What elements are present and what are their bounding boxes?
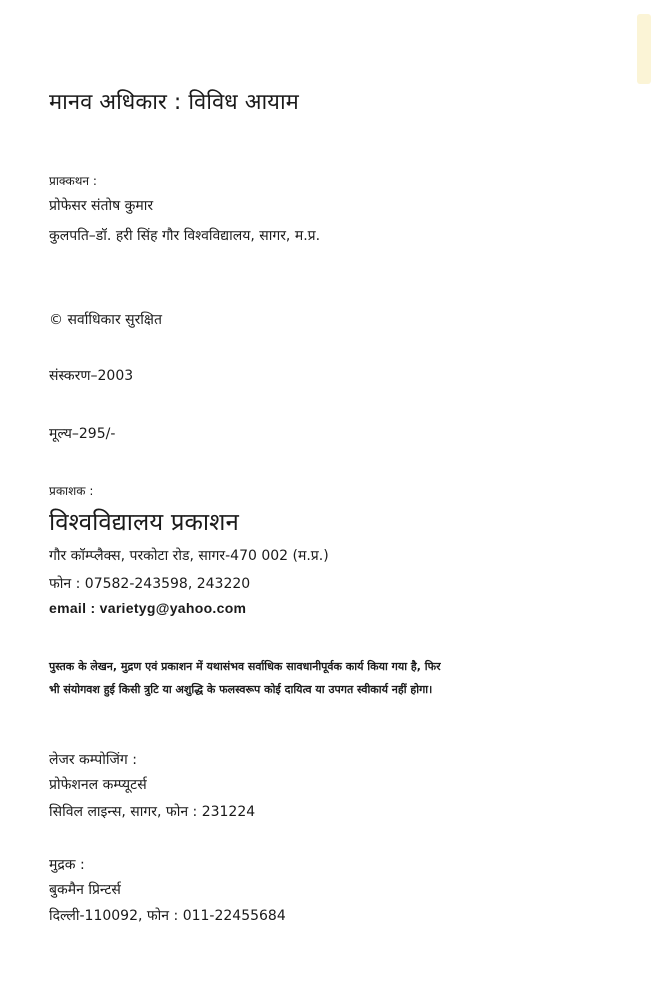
disclaimer-line-1: पुस्तक के लेखन, मुद्रण एवं प्रकाशन में यथासंभव सर्वाधिक सावधानीपूर्वक कार्य किया गया है, फिर <box>49 660 441 673</box>
typesetting-name: प्रोफेशनल कम्प्यूटर्स <box>49 777 147 793</box>
publisher-address: गौर कॉम्प्लैक्स, परकोटा रोड, सागर-470 002 (म.प्र.) <box>49 548 329 564</box>
page-edge-mark <box>637 14 651 84</box>
publisher-name: विश्वविद्यालय प्रकाशन <box>49 508 239 536</box>
printer-address: दिल्ली-110092, फोन : 011-22455684 <box>49 908 286 924</box>
edition-text: संस्करण–2003 <box>49 368 134 384</box>
publisher-email: email : varietyg@yahoo.com <box>49 600 247 616</box>
foreword-label: प्राक्कथन : <box>49 174 97 188</box>
price-text: मूल्य–295/- <box>49 426 116 442</box>
printer-name: बुकमैन प्रिन्टर्स <box>49 882 121 898</box>
foreword-designation: कुलपति–डॉ. हरी सिंह गौर विश्वविद्यालय, सागर, म.प्र. <box>49 228 321 244</box>
copyright-notice: © सर्वाधिकार सुरक्षित <box>49 312 162 328</box>
disclaimer-line-2: भी संयोगवश हुई किसी त्रुटि या अशुद्धि के फलस्वरूप कोई दायित्व या उपगत स्वीकार्य नहीं होगा। <box>49 683 433 696</box>
book-title: मानव अधिकार : विविध आयाम <box>49 90 299 115</box>
typesetting-label: लेजर कम्पोजिंग : <box>49 752 137 768</box>
publisher-label: प्रकाशक : <box>49 484 94 498</box>
foreword-author: प्रोफेसर संतोष कुमार <box>49 198 154 214</box>
printer-label: मुद्रक : <box>49 857 85 873</box>
publisher-phone: फोन : 07582-243598, 243220 <box>49 576 251 592</box>
typesetting-address: सिविल लाइन्स, सागर, फोन : 231224 <box>49 804 256 820</box>
